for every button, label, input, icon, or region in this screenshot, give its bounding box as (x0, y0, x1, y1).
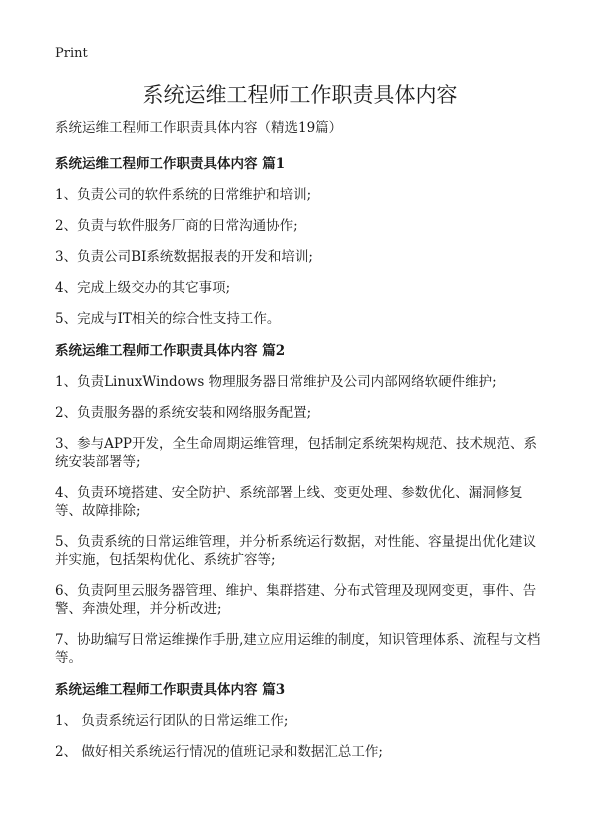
list-item: 5、完成与IT相关的综合性支持工作。 (55, 311, 281, 327)
list-item: 1、 负责系统运行团队的日常运维工作; (55, 713, 289, 729)
list-item: 1、负责公司的软件系统的日常维护和培训; (55, 187, 312, 203)
list-item: 3、参与APP开发，全生命周期运维管理，包括制定系统架构规范、技术规范、系统安装部署等; (55, 436, 538, 470)
page-title: 系统运维工程师工作职责具体内容 (142, 83, 458, 107)
list-item: 1、负责LinuxWindows 物理服务器日常维护及公司内部网络软硬件维护; (55, 374, 497, 390)
section-1 (55, 154, 545, 328)
section-heading: 系统运维工程师工作职责具体内容 篇2 (55, 343, 286, 359)
list-item: 3、负责公司BI系统数据报表的开发和培训; (55, 249, 313, 265)
list-item: 4、负责环境搭建、安全防护、系统部署上线、变更处理、参数优化、漏洞修复等、故障排除; (55, 485, 523, 519)
section-3 (55, 680, 545, 761)
section-2 (55, 341, 545, 667)
list-item: 4、完成上级交办的其它事项; (55, 280, 231, 296)
list-item: 2、负责与软件服务厂商的日常沟通协作; (55, 218, 298, 234)
list-item: 2、负责服务器的系统安装和网络服务配置; (55, 405, 312, 421)
list-item: 7、协助编写日常运维操作手册,建立应用运维的制度，知识管理体系、流程与文档等。 (55, 632, 541, 666)
list-item: 6、负责阿里云服务器管理、维护、集群搭建、分布式管理及现网变更，事件、告警、奔溃处理，并分析改进; (55, 583, 537, 617)
document-body (55, 118, 545, 774)
list-item: 2、 做好相关系统运行情况的值班记录和数据汇总工作; (55, 744, 383, 760)
section-heading: 系统运维工程师工作职责具体内容 篇3 (55, 682, 286, 698)
print-link[interactable]: Print (55, 46, 88, 61)
document-intro: 系统运维工程师工作职责具体内容（精选19篇） (55, 120, 343, 136)
section-heading: 系统运维工程师工作职责具体内容 篇1 (55, 156, 286, 172)
list-item: 5、负责系统的日常运维管理，并分析系统运行数据，对性能、容量提出优化建议并实施，包括架构优化、系统扩容等; (55, 534, 537, 568)
